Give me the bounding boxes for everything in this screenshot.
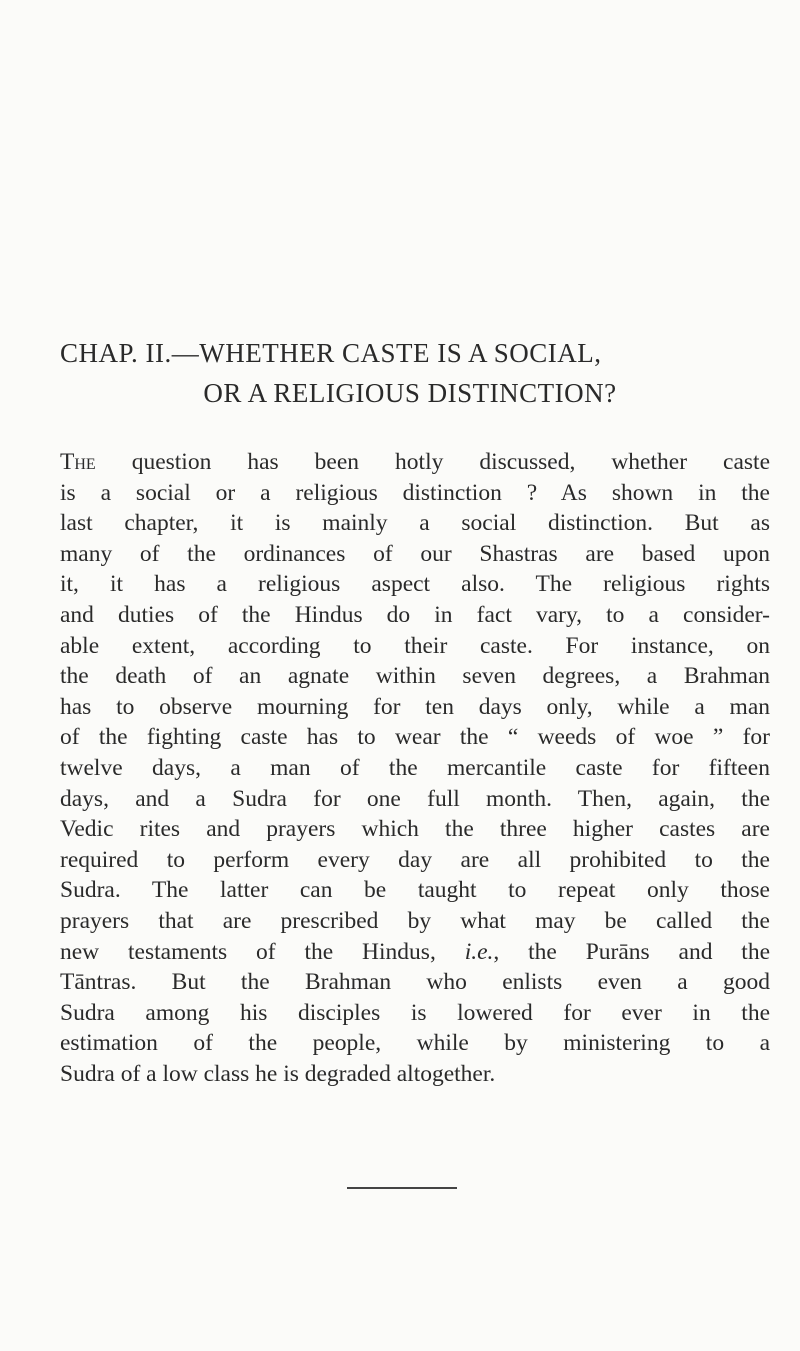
paragraph-line: prayers that are prescribed by what may be called the bbox=[60, 907, 770, 934]
chapter-heading-line2: OR A RELIGIOUS DISTINCTION? bbox=[203, 378, 617, 408]
chapter-heading-line1: CHAP. II.—WHETHER CASTE IS A SOCIAL, bbox=[60, 338, 602, 368]
paragraph-line: Sudra among his disciples is lowered for ever in the bbox=[60, 999, 770, 1026]
paragraph-line: and duties of the Hindus do in fact vary, to a consider- bbox=[60, 601, 770, 628]
paragraph-line-text: new testaments of the Hindus, bbox=[60, 938, 436, 965]
chapter-paragraph bbox=[60, 447, 770, 1089]
paragraph-line: has to observe mourning for ten days only, while a man bbox=[60, 693, 770, 720]
paragraph-line: is a social or a religious distinction ? As shown in the bbox=[60, 479, 770, 506]
paragraph-line: Tāntras. But the Brahman who enlists even a good bbox=[60, 969, 770, 996]
paragraph-line bbox=[60, 447, 770, 478]
paragraph-line: able extent, according to their caste. For instance, on bbox=[60, 632, 770, 659]
paragraph-line: the death of an agnate within seven degrees, a Brahman bbox=[60, 663, 770, 690]
paragraph-line: days, and a Sudra for one full month. Then, again, the bbox=[60, 785, 770, 812]
paragraph-line: it, it has a religious aspect also. The religious rights bbox=[60, 571, 770, 598]
chapter-heading bbox=[60, 333, 760, 413]
paragraph-line: many of the ordinances of our Shastras are based upon bbox=[60, 540, 770, 567]
paragraph-line-tail: , the Purāns and the bbox=[493, 938, 771, 965]
paragraph-line: last chapter, it is mainly a social distinction. But as bbox=[60, 510, 770, 537]
paragraph-first-word: The bbox=[60, 449, 96, 475]
paragraph-line: estimation of the people, while by ministering to a bbox=[60, 1030, 770, 1057]
paragraph-line: twelve days, a man of the mercantile caste for fifteen bbox=[60, 754, 770, 781]
section-divider bbox=[347, 1187, 457, 1189]
italic-abbreviation: i.e. bbox=[464, 938, 494, 965]
paragraph-line-text: question has been hotly discussed, whether caste bbox=[95, 449, 770, 475]
paragraph-line: Sudra of a low class he is degraded altogether. bbox=[60, 1060, 496, 1087]
paragraph-line bbox=[60, 937, 770, 968]
paragraph-line: Vedic rites and prayers which the three higher castes are bbox=[60, 816, 770, 843]
paragraph-line: Sudra. The latter can be taught to repeat only those bbox=[60, 877, 770, 904]
paragraph-line: of the fighting caste has to wear the “ weeds of woe ” for bbox=[60, 724, 770, 751]
paragraph-line: required to perform every day are all prohibited to the bbox=[60, 846, 770, 873]
